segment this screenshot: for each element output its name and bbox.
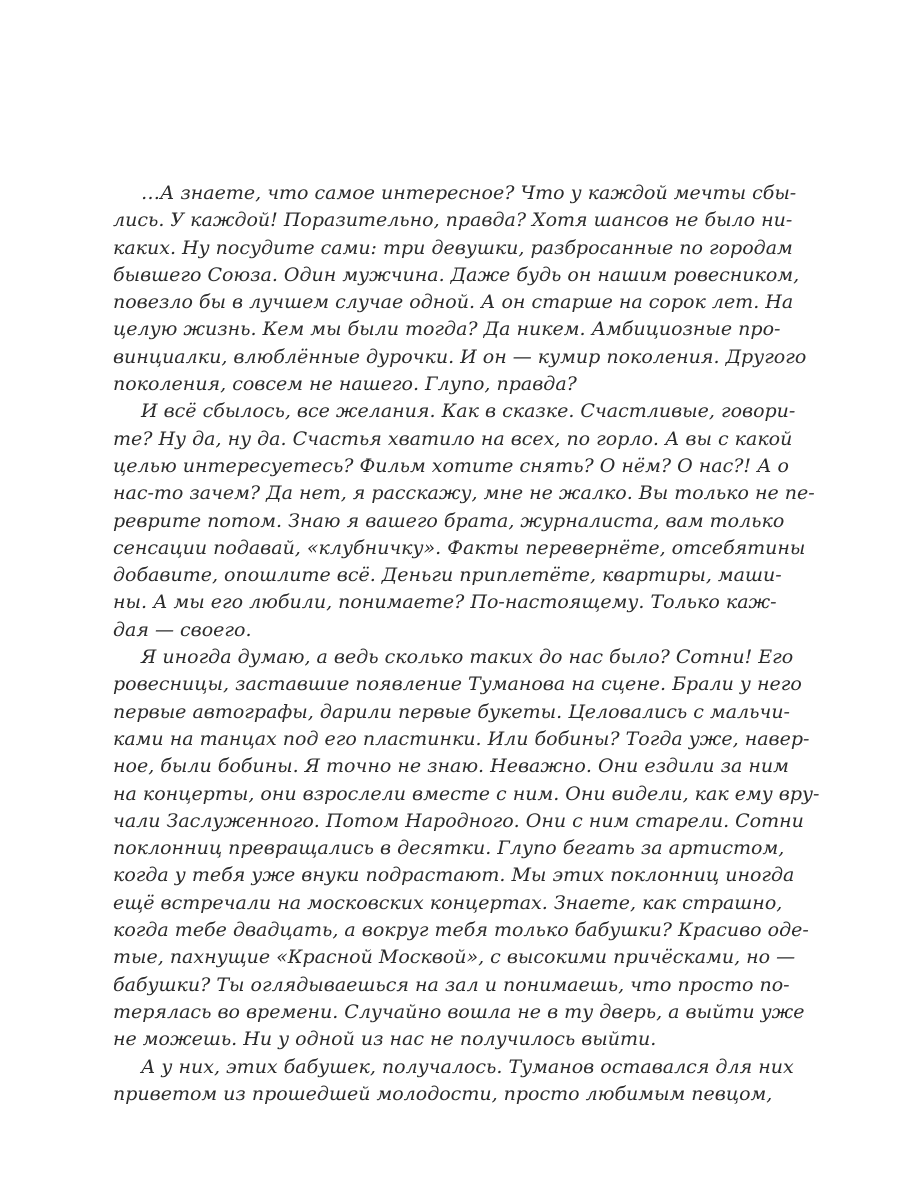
text-line: бабушки? Ты оглядываешься на зал и понимаешь, что просто по- [113, 973, 790, 996]
text-line: тые, пахнущие «Красной Москвой», с высокими причёсками, но — [113, 946, 796, 969]
text-line: ками на танцах под его пластинки. Или бобины? Тогда уже, навер- [113, 727, 810, 750]
text-line: винциалки, влюблённые дурочки. И он — кумир поколения. Другого [113, 345, 807, 368]
text-line: поклонниц превращались в десятки. Глупо бегать за артистом, [113, 837, 785, 860]
text-line: ное, были бобины. Я точно не знаю. Неважно. Они ездили за ним [113, 755, 789, 778]
paragraph [113, 644, 820, 1053]
text-line: сенсации подавай, «клубничку». Факты перевернёте, отсебятины [113, 536, 806, 559]
page-text [113, 180, 820, 1108]
text-line: повезло бы в лучшем случае одной. А он старше на сорок лет. На [113, 291, 794, 314]
paragraph [113, 398, 815, 644]
text-line: чали Заслуженного. Потом Народного. Они с ним старели. Сотни [113, 809, 804, 832]
text-line: когда у тебя уже внуки подрастают. Мы этих поклонниц иногда [113, 864, 795, 887]
text-line: те? Ну да, ну да. Счастья хватило на всех, по горло. А вы с какой [113, 427, 793, 450]
text-line: нас-то зачем? Да нет, я расскажу, мне не жалко. Вы только не пе- [113, 482, 815, 505]
text-line: …А знаете, что самое интересное? Что у каждой мечты сбы- [141, 182, 797, 204]
text-line: терялась во времени. Случайно вошла не в ту дверь, а выйти уже [113, 1000, 805, 1023]
text-line: первые автографы, дарили первые букеты. Целовались с мальчи- [113, 700, 790, 723]
text-line: реврите потом. Знаю я вашего брата, журналиста, вам только [113, 509, 785, 532]
text-line: не можешь. Ни у одной из нас не получилось выйти. [113, 1028, 657, 1051]
text-line: ещё встречали на московских концертах. Знаете, как страшно, [113, 891, 783, 914]
text-line: ровесницы, заставшие появление Туманова на сцене. Брали у него [113, 673, 802, 696]
text-line: каких. Ну посудите сами: три девушки, разбросанные по городам [113, 236, 793, 259]
text-line: бывшего Союза. Один мужчина. Даже будь он нашим ровесником, [113, 263, 800, 286]
text-line: на концерты, они взрослели вместе с ним. Они видели, как ему вру- [113, 782, 820, 805]
paragraph [113, 180, 807, 398]
text-line: дая — своего. [113, 618, 252, 641]
text-line: лись. У каждой! Поразительно, правда? Хотя шансов не было ни- [113, 209, 793, 232]
text-line: И всё сбылось, все желания. Как в сказке. Счастливые, говори- [141, 400, 796, 423]
text-line: когда тебе двадцать, а вокруг тебя только бабушки? Красиво оде- [113, 919, 809, 942]
text-line: приветом из прошедшей молодости, просто любимым певцом, [113, 1082, 773, 1105]
paragraph [113, 1054, 794, 1109]
text-line: целью интересуетесь? Фильм хотите снять? О нём? О нас?! А о [113, 454, 789, 477]
text-line: целую жизнь. Кем мы были тогда? Да никем. Амбициозные про- [113, 318, 781, 341]
text-line: поколения, совсем не нашего. Глупо, правда? [113, 373, 577, 396]
text-line: А у них, этих бабушек, получалось. Туманов оставался для них [141, 1055, 794, 1078]
text-line: Я иногда думаю, а ведь сколько таких до нас было? Сотни! Его [141, 646, 794, 669]
text-line: добавите, опошлите всё. Деньги приплетёте, квартиры, маши- [113, 564, 782, 587]
text-line: ны. А мы его любили, понимаете? По-настоящему. Только каж- [113, 591, 777, 614]
